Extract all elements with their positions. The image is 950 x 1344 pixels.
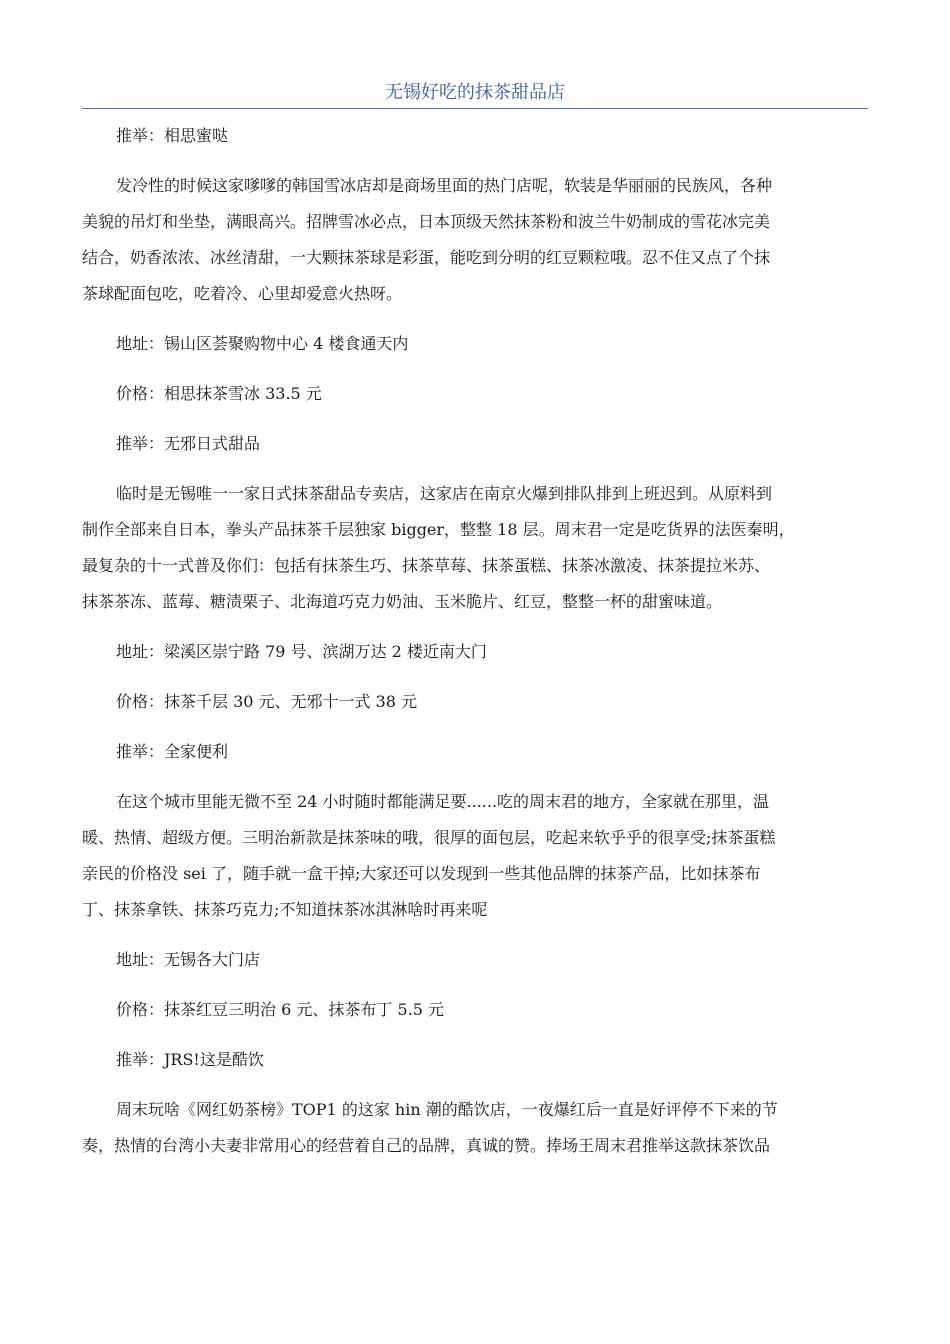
address-line: 地址：梁溪区崇宁路 79 号、滨湖万达 2 楼近南大门 [116,642,487,661]
price-line: 价格：抹茶千层 30 元、无邪十一式 38 元 [116,692,418,711]
address-line: 地址：无锡各大门店 [116,950,261,969]
paragraph-line: 结合，奶香浓浓、冰丝清甜，一大颗抹茶球是彩蛋，能吃到分明的红豆颗粒哦。忍不住又点了个抹 [82,248,771,267]
paragraph-line: 最复杂的十一式普及你们：包括有抹茶生巧、抹茶草莓、抹茶蛋糕、抹茶冰激凌、抹茶提拉米苏、 [82,556,771,575]
paragraph-line: 发冷性的时候这家嗲嗲的韩国雪冰店却是商场里面的热门店呢，软装是华丽丽的民族风，各种 [116,176,773,195]
header-divider [82,108,868,109]
document-body [82,118,868,1164]
paragraph-line: 亲民的价格没 sei 了，随手就一盒干掉;大家还可以发现到一些其他品牌的抹茶产品，比如抹茶布 [82,864,761,883]
paragraph-line: 奏，热情的台湾小夫妻非常用心的经营着自己的品牌，真诚的赞。捧场王周末君推举这款抹茶饮品 [82,1136,771,1155]
price-line: 价格：抹茶红豆三明治 6 元、抹茶布丁 5.5 元 [116,1000,444,1019]
paragraph-line: 周末玩啥《网红奶茶榜》TOP1 的这家 hin 潮的酷饮店，一夜爆红后一直是好评停不下来的节 [116,1100,778,1119]
paragraph-line: 临时是无锡唯一一家日式抹茶甜品专卖店，这家店在南京火爆到排队排到上班迟到。从原料到 [116,484,773,503]
paragraph-line: 暖、热情、超级方便。三明治新款是抹茶味的哦，很厚的面包层，吃起来软乎乎的很享受;抹茶蛋糕 [82,828,776,847]
paragraph-line: 抹茶茶冻、蓝莓、糖渍栗子、北海道巧克力奶油、玉米脆片、红豆，整整一杯的甜蜜味道。 [82,592,723,611]
address-line: 地址：锡山区荟聚购物中心 4 楼食通天内 [116,334,409,353]
paragraph-line: 在这个城市里能无微不至 24 小时随时都能满足要......吃的周末君的地方，全家就在那里，温 [116,792,770,811]
price-line: 价格：相思抹茶雪冰 33.5 元 [116,384,322,403]
paragraph-line: 丁、抹茶拿铁、抹茶巧克力;不知道抹茶冰淇淋啥时再来呢 [82,900,488,919]
recommend-line: 推举：全家便利 [116,742,229,761]
paragraph-line: 美貌的吊灯和坐垫，满眼高兴。招牌雪冰必点，日本顶级天然抹茶粉和波兰牛奶制成的雪花冰完美 [82,212,771,231]
page-title: 无锡好吃的抹茶甜品店 [385,82,565,103]
recommend-line: 推举：无邪日式甜品 [116,434,261,453]
recommend-line: 推举：JRS!这是酷饮 [116,1050,264,1069]
paragraph-line: 制作全部来自日本，拳头产品抹茶千层独家 bigger，整整 18 层。周末君一定是吃货界的法医秦明， [82,520,795,539]
paragraph-line: 茶球配面包吃，吃着冷、心里却爱意火热呀。 [82,284,403,303]
recommend-line: 推举：相思蜜哒 [116,126,229,145]
